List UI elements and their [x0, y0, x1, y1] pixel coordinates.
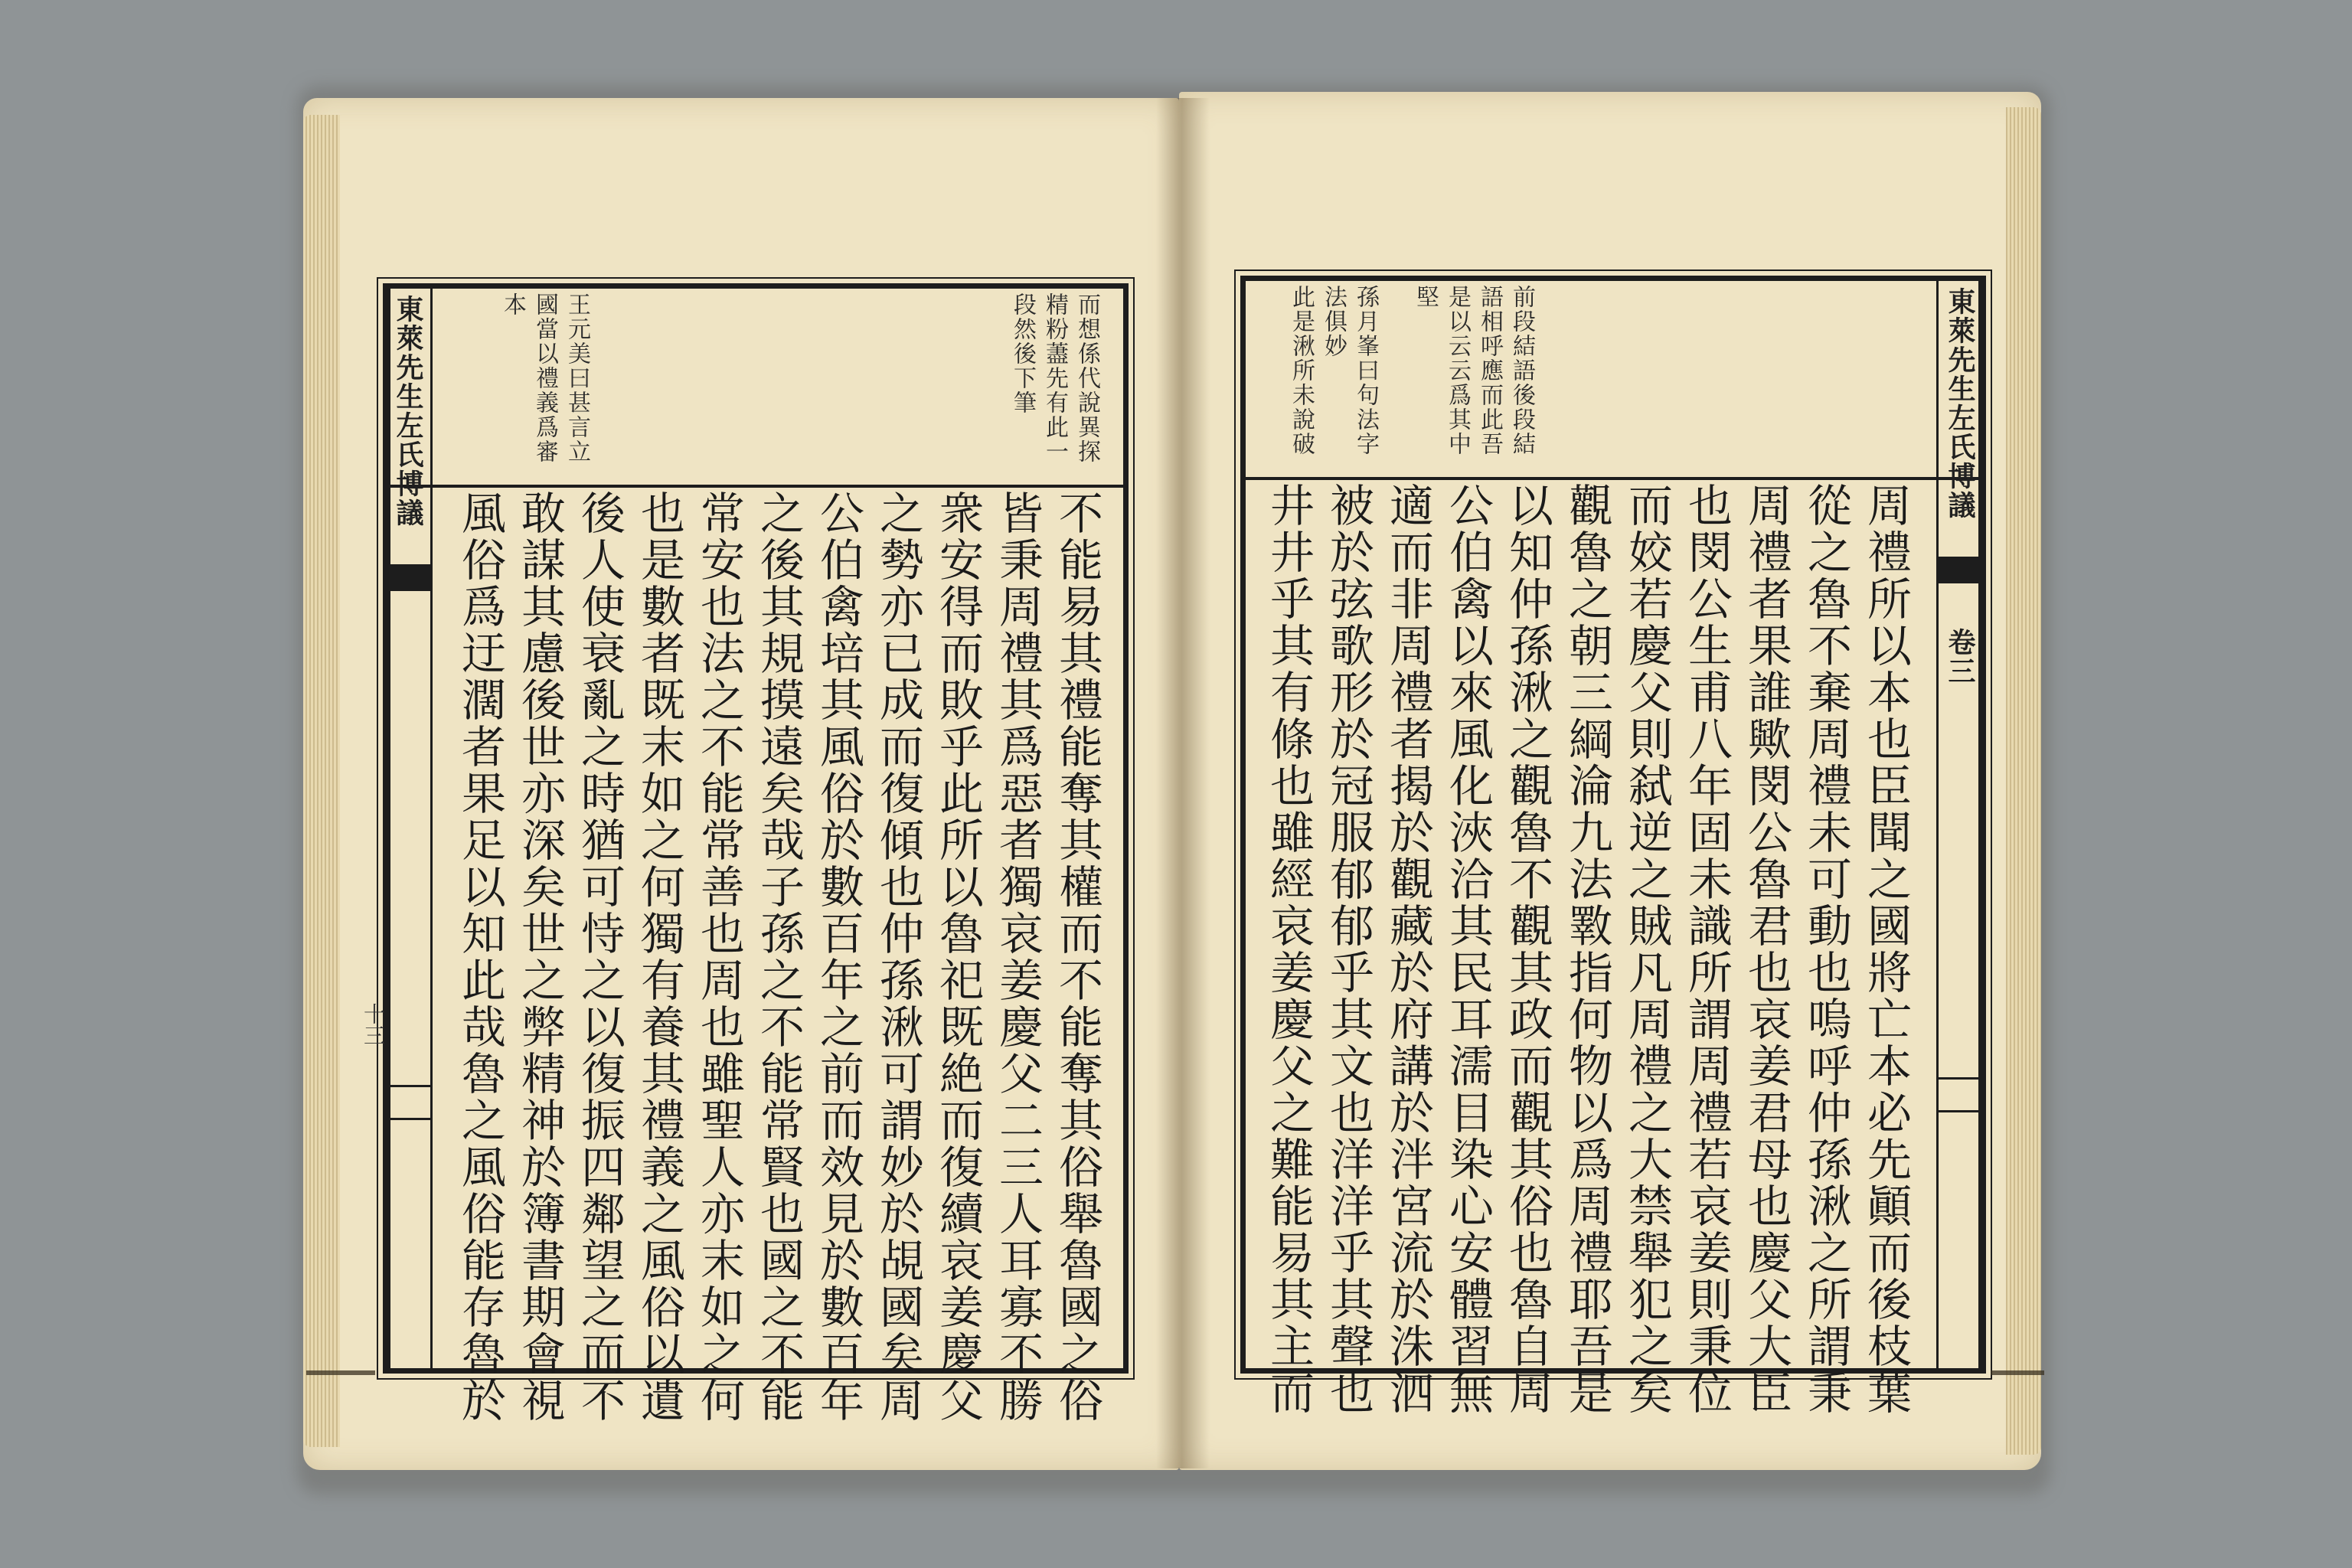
header-note: 前段結語後段結	[1508, 285, 1535, 456]
header-note: 精粉藎先有此一	[1041, 292, 1068, 464]
text-column: 皆秉周禮其爲惡者獨哀姜慶父二三人耳寡不勝	[991, 490, 1044, 1424]
text-column: 適而非周禮者揭於觀藏於府講於泮宮流於洙泗	[1382, 482, 1434, 1416]
text-column: 井井乎其有條也雖經哀姜慶父之難能易其主而	[1263, 482, 1315, 1416]
text-column: 也閔公生甫八年固未識所謂周禮若哀姜則秉位	[1681, 482, 1733, 1416]
header-note: 是以云云爲其中	[1444, 285, 1471, 456]
text-column: 從之魯不棄周禮未可動也嗚呼仲孫湫之所謂秉	[1800, 482, 1852, 1416]
header-note: 法俱妙	[1320, 285, 1347, 358]
header-note: 王元美曰甚言立	[564, 292, 590, 464]
text-column: 公伯禽培其風俗於數百年之前而效見於數百年	[812, 490, 864, 1424]
text-column: 後人使衰亂之時猶可恃之以復振四鄰望之而不	[573, 490, 626, 1424]
text-column: 衆安得而敗乎此所以魯祀既絶而復續哀姜慶父	[932, 490, 984, 1424]
text-column: 以知仲孫湫之觀魯不觀其政而觀其俗也魯自周	[1501, 482, 1553, 1416]
hanxin-title: 東萊先生左氏博議	[392, 295, 424, 528]
header-note: 堅	[1412, 285, 1439, 309]
text-column: 也是數者既末如之何獨有養其禮義之風俗以遺	[633, 490, 685, 1424]
right-page-edges	[2006, 107, 2041, 1455]
text-column: 之勢亦已成而復傾也仲孫湫可謂妙於覘國矣周	[872, 490, 924, 1424]
text-column: 風俗爲迂濶者果足以知此哉魯之風俗能存魯於	[454, 490, 506, 1424]
header-divider	[388, 485, 1123, 488]
page-number: 十三	[361, 1003, 386, 1046]
text-column: 被於弦歌形於冠服郁郁乎其文也洋洋乎其聲也	[1322, 482, 1374, 1416]
text-column: 觀魯之朝三綱淪九法斁指何物以爲周禮耶吾是	[1561, 482, 1613, 1416]
left-page-edges	[303, 115, 340, 1447]
text-column: 常安也法之不能常善也周也雖聖人亦末如之何	[693, 490, 745, 1424]
binding-string	[306, 1370, 375, 1375]
section-label: 卷三	[1944, 628, 1976, 686]
header-note: 此是湫所未說破	[1288, 285, 1315, 456]
header-note: 孫月峯曰句法字	[1352, 285, 1379, 456]
text-column: 公伯禽以來風化浹洽其民耳濡目染心安體習無	[1442, 482, 1494, 1416]
header-note: 語相呼應而此吾	[1476, 285, 1503, 456]
header-divider	[1246, 477, 1981, 480]
binding-string	[1991, 1370, 2044, 1375]
text-column: 敢謀其慮後世亦深矣世之弊精神於簿書期會視	[514, 490, 566, 1424]
hanxin-title: 東萊先生左氏博議	[1944, 287, 1976, 520]
book-gutter	[1156, 98, 1210, 1468]
text-column: 不能易其禮能奪其權而不能奪其俗舉魯國之俗	[1051, 490, 1103, 1424]
text-column: 之後其規摸遠矣哉子孫之不能常賢也國之不能	[753, 490, 805, 1424]
header-note: 段然後下筆	[1009, 292, 1036, 415]
text-column: 周禮所以本也臣聞之國將亡本必先顚而後枝葉	[1860, 482, 1912, 1416]
fish-tail-mark	[1939, 557, 1978, 610]
text-column: 周禮者果誰歟閔公魯君也哀姜君母也慶父大臣	[1740, 482, 1792, 1416]
fish-tail-mark	[390, 564, 430, 618]
header-note: 而想係代說異探	[1073, 292, 1100, 464]
fish-tail-mark-lower	[1939, 1077, 1978, 1112]
header-note: 本	[499, 292, 526, 317]
text-column: 而姣若慶父則弑逆之賊凡周禮之大禁舉犯之矣	[1621, 482, 1673, 1416]
header-note: 國當以禮義爲審	[531, 292, 558, 464]
fish-tail-mark-lower	[390, 1085, 430, 1120]
